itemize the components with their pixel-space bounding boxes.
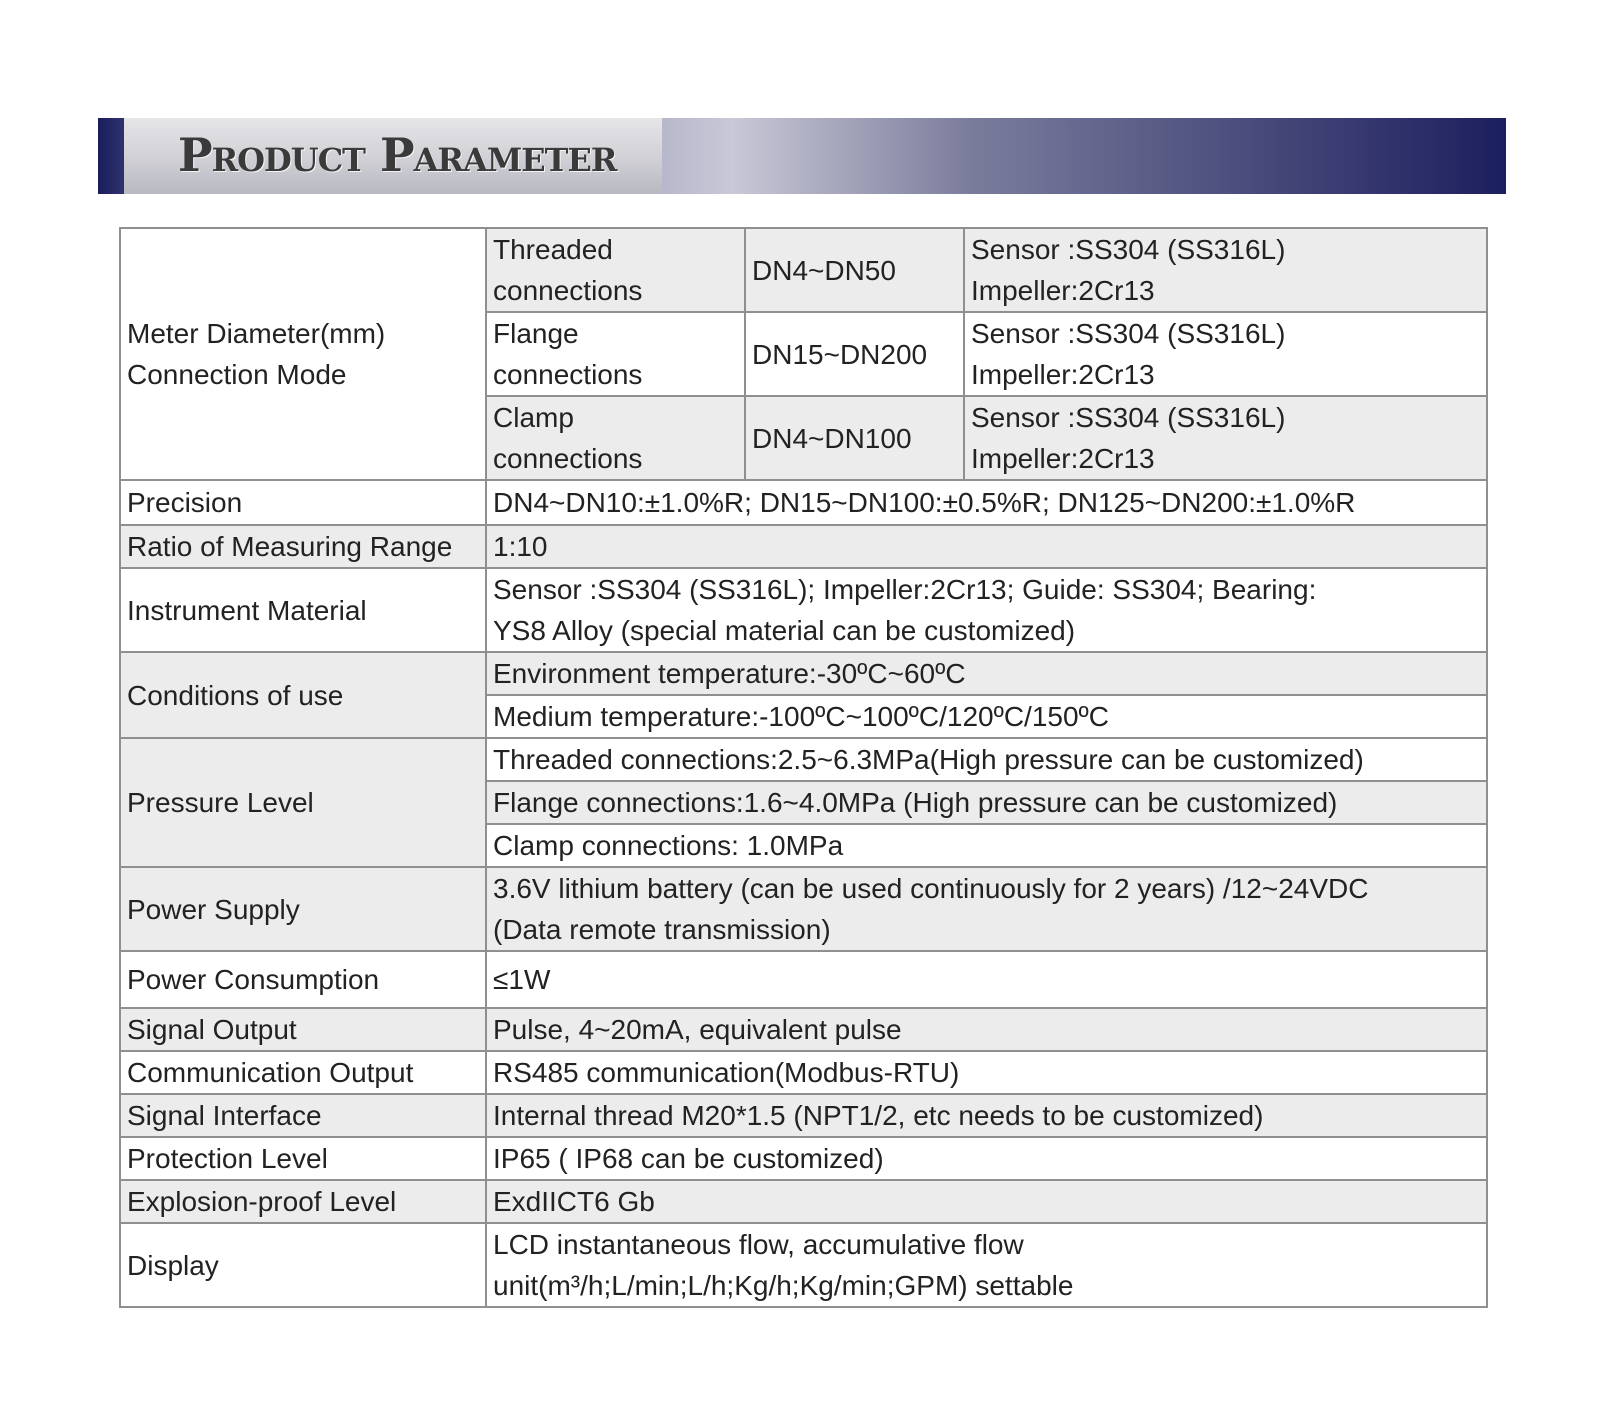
- table-row: [120, 1180, 1487, 1223]
- param-label-precision: Precision: [120, 480, 486, 525]
- param-label-communication-output: Communication Output: [120, 1051, 486, 1094]
- page-title: Product Parameter: [178, 128, 617, 182]
- mode-line: connections: [493, 443, 643, 474]
- mode-line: Flange: [493, 318, 579, 349]
- param-label-meter-diameter: [120, 228, 486, 480]
- param-value-precision: DN4~DN10:±1.0%R; DN15~DN100:±0.5%R; DN125~DN200:±1.0%R: [486, 480, 1487, 525]
- material-line: Sensor :SS304 (SS316L): [971, 318, 1286, 349]
- param-label-protection-level: Protection Level: [120, 1137, 486, 1180]
- material-cell: [964, 396, 1487, 480]
- table-row: [120, 652, 1487, 695]
- table-row: [120, 951, 1487, 1008]
- material-line: Sensor :SS304 (SS316L): [971, 402, 1286, 433]
- table-row: [120, 1223, 1487, 1307]
- param-value-communication-output: RS485 communication(Modbus-RTU): [486, 1051, 1487, 1094]
- connection-mode-cell: [486, 228, 745, 312]
- material-cell: [964, 228, 1487, 312]
- param-value-conditions: Medium temperature:-100ºC~100ºC/120ºC/150ºC: [486, 695, 1487, 738]
- param-label-pressure: Pressure Level: [120, 738, 486, 867]
- param-label-power-consumption: Power Consumption: [120, 951, 486, 1008]
- mode-line: connections: [493, 275, 643, 306]
- param-value-explosion-level: ExdIICT6 Gb: [486, 1180, 1487, 1223]
- table-row: [120, 1051, 1487, 1094]
- table-row: [120, 480, 1487, 525]
- value-line: 3.6V lithium battery (can be used continuously for 2 years) /12~24VDC: [493, 873, 1369, 904]
- param-value-ratio: 1:10: [486, 525, 1487, 568]
- param-label-explosion-level: Explosion-proof Level: [120, 1180, 486, 1223]
- value-line: LCD instantaneous flow, accumulative flow: [493, 1229, 1024, 1260]
- table-row: [120, 1094, 1487, 1137]
- material-cell: [964, 312, 1487, 396]
- param-value-conditions: Environment temperature:-30ºC~60ºC: [486, 652, 1487, 695]
- param-label-ratio: Ratio of Measuring Range: [120, 525, 486, 568]
- diameter-range-cell: DN4~DN50: [745, 228, 964, 312]
- param-value-pressure: Flange connections:1.6~4.0MPa (High pressure can be customized): [486, 781, 1487, 824]
- param-value-signal-interface: Internal thread M20*1.5 (NPT1/2, etc needs to be customized): [486, 1094, 1487, 1137]
- param-value-protection-level: IP65 ( IP68 can be customized): [486, 1137, 1487, 1180]
- table-row: [120, 1137, 1487, 1180]
- header-banner: [98, 118, 1506, 194]
- param-value-pressure: Clamp connections: 1.0MPa: [486, 824, 1487, 867]
- value-line: unit(m³/h;L/min;L/h;Kg/h;Kg/min;GPM) settable: [493, 1270, 1074, 1301]
- banner-title-panel: [124, 118, 662, 194]
- label-line: Meter Diameter(mm): [127, 318, 386, 349]
- mode-line: Threaded: [493, 234, 613, 265]
- table-row: [120, 867, 1487, 951]
- table-row: [120, 1008, 1487, 1051]
- parameter-table: [119, 227, 1488, 1308]
- connection-mode-cell: [486, 312, 745, 396]
- value-line: (Data remote transmission): [493, 914, 831, 945]
- param-value-power-consumption: ≤1W: [486, 951, 1487, 1008]
- value-line: YS8 Alloy (special material can be customized): [493, 615, 1076, 646]
- param-value-material: [486, 568, 1487, 652]
- param-label-display: Display: [120, 1223, 486, 1307]
- mode-line: connections: [493, 359, 643, 390]
- value-line: Sensor :SS304 (SS316L); Impeller:2Cr13; Guide: SS304; Bearing:: [493, 574, 1317, 605]
- mode-line: Clamp: [493, 402, 574, 433]
- param-value-power-supply: [486, 867, 1487, 951]
- table-row: [120, 525, 1487, 568]
- material-line: Sensor :SS304 (SS316L): [971, 234, 1286, 265]
- table-row: [120, 738, 1487, 781]
- material-line: Impeller:2Cr13: [971, 359, 1155, 390]
- param-label-power-supply: Power Supply: [120, 867, 486, 951]
- diameter-range-cell: DN4~DN100: [745, 396, 964, 480]
- param-value-display: [486, 1223, 1487, 1307]
- param-value-signal-output: Pulse, 4~20mA, equivalent pulse: [486, 1008, 1487, 1051]
- param-label-signal-interface: Signal Interface: [120, 1094, 486, 1137]
- material-line: Impeller:2Cr13: [971, 443, 1155, 474]
- param-label-signal-output: Signal Output: [120, 1008, 486, 1051]
- material-line: Impeller:2Cr13: [971, 275, 1155, 306]
- diameter-range-cell: DN15~DN200: [745, 312, 964, 396]
- param-label-conditions: Conditions of use: [120, 652, 486, 738]
- table-row: [120, 228, 1487, 312]
- table-row: [120, 568, 1487, 652]
- param-value-pressure: Threaded connections:2.5~6.3MPa(High pressure can be customized): [486, 738, 1487, 781]
- param-label-material: Instrument Material: [120, 568, 486, 652]
- label-line: Connection Mode: [127, 359, 347, 390]
- connection-mode-cell: [486, 396, 745, 480]
